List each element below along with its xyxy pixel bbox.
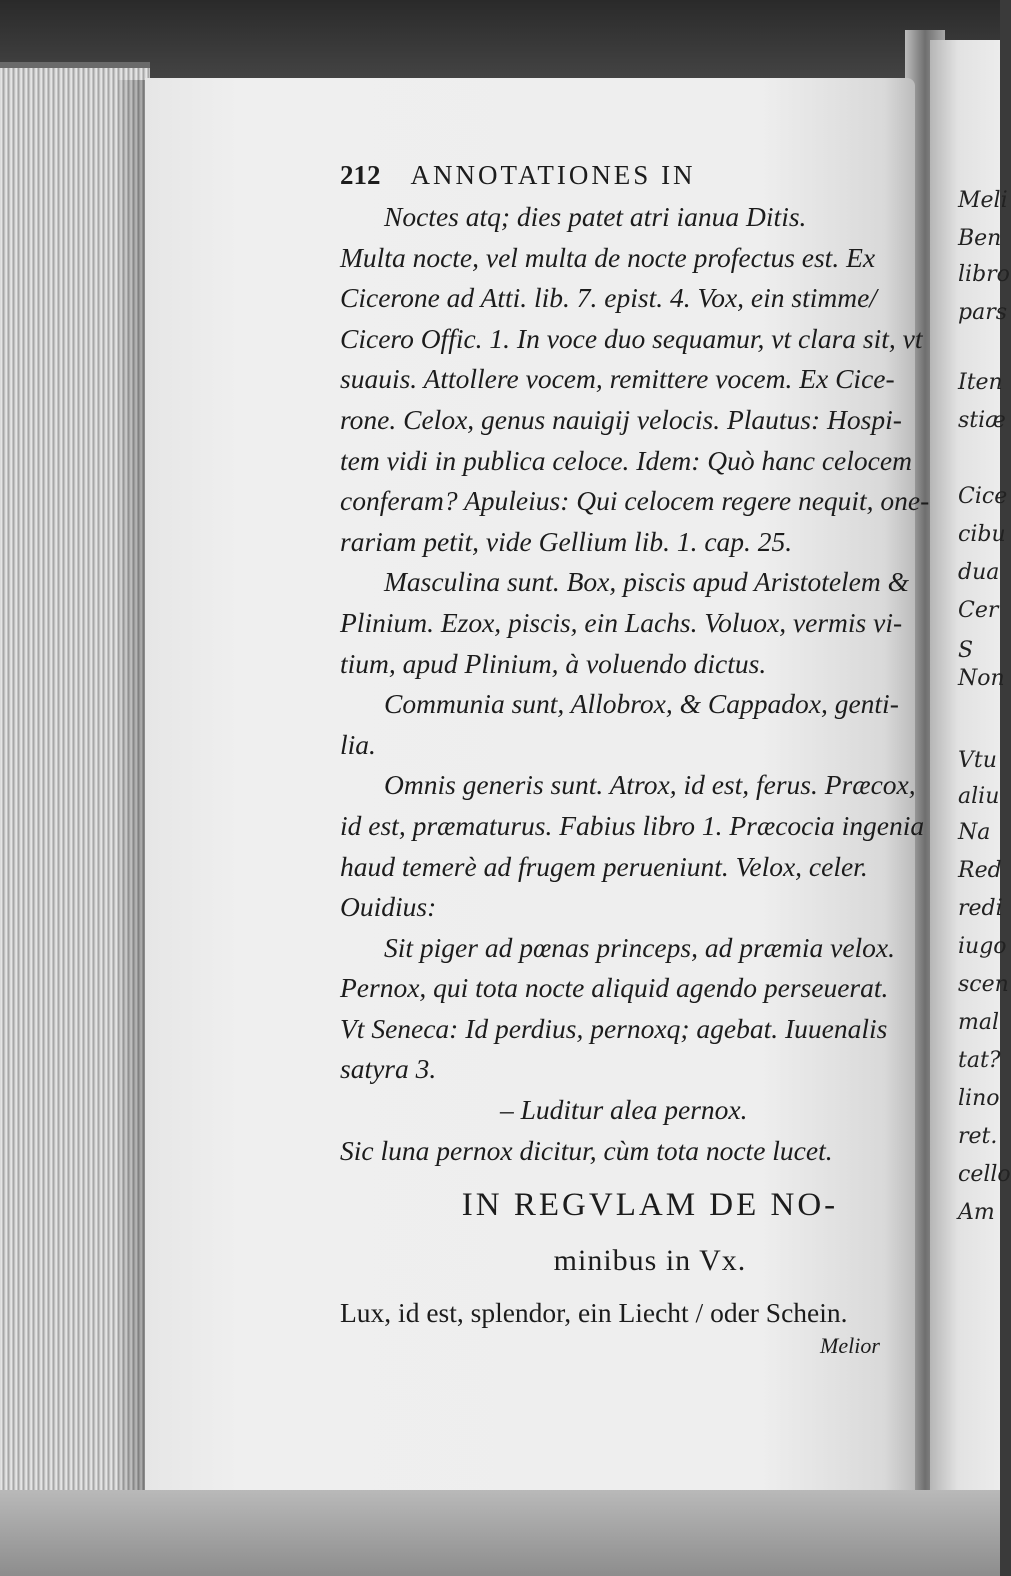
facing-fragment: Non [958, 666, 1005, 691]
section-heading-continued: minibus in Vx. [553, 1244, 747, 1278]
facing-fragment: cibu [958, 522, 1006, 547]
catchword: Melior [820, 1332, 880, 1358]
verse-line: – Luditur alea pernox. [500, 1094, 748, 1126]
facing-fragment: cello [958, 1162, 1011, 1187]
facing-fragment: Meli [958, 188, 1008, 213]
facing-fragment: redi [958, 896, 1003, 921]
facing-fragment: Ben [958, 226, 1002, 251]
text-line: id est, præmaturus. Fabius libro 1. Præcocia ingenia [340, 809, 925, 841]
text-line: rariam petit, vide Gellium lib. 1. cap. 25. [340, 525, 793, 557]
facing-fragment: libro [958, 262, 1010, 287]
facing-fragment: S [958, 638, 974, 663]
facing-fragment: ret. [958, 1124, 998, 1149]
text-line: Lux, id est, splendor, ein Liecht / oder Schein. [340, 1297, 848, 1329]
facing-fragment: iugo [958, 934, 1007, 959]
text-line: Pernox, qui tota nocte aliquid agendo perseuerat. [340, 972, 889, 1004]
dark-background [0, 0, 1000, 80]
text-line: lia. [340, 728, 376, 760]
text-line: Masculina sunt. Box, piscis apud Aristotelem & [384, 566, 910, 598]
text-line: suauis. Attollere vocem, remittere vocem. Ex Cice- [340, 363, 895, 395]
facing-fragment: scen [958, 972, 1009, 997]
text-line: Sic luna pernox dicitur, cùm tota nocte lucet. [340, 1134, 833, 1166]
running-head [340, 160, 920, 191]
facing-fragment: Iten [958, 370, 1003, 395]
verse-line: Sit piger ad pœnas princeps, ad præmia velox. [384, 931, 896, 963]
book-bottom-edge [0, 1490, 1000, 1576]
facing-fragment: Cice [958, 484, 1008, 509]
facing-fragment: dua [958, 560, 1000, 585]
facing-fragment: Na [958, 820, 991, 845]
text-line: tem vidi in publica celoce. Idem: Quò hanc celocem [340, 444, 912, 476]
facing-fragment: mal [958, 1010, 1000, 1035]
facing-fragment: Cer [958, 598, 999, 623]
text-block [340, 160, 930, 1358]
facing-fragment: pars [958, 300, 1008, 325]
text-line: Omnis generis sunt. Atrox, id est, ferus. Præcox, [384, 769, 916, 801]
text-line: tium, apud Plinium, à voluendo dictus. [340, 647, 767, 679]
facing-fragment: Am [958, 1200, 995, 1225]
text-line: Plinium. Ezox, piscis, ein Lachs. Voluox, vermis vi- [340, 606, 903, 638]
text-line: Cicero Offic. 1. In voce duo sequamur, vt clara sit, vt [340, 322, 923, 354]
text-line: Multa nocte, vel multa de nocte profectus est. Ex [340, 241, 876, 273]
text-line: Noctes atq; dies patet atri ianua Ditis. [384, 201, 807, 232]
facing-fragment: aliu [958, 784, 1000, 809]
text-line: rone. Celox, genus nauigij velocis. Plautus: Hospi- [340, 403, 902, 435]
text-line: Cicerone ad Atti. lib. 7. epist. 4. Vox, ein stimme/ [340, 282, 877, 314]
text-line: conferam? Apuleius: Qui celocem regere nequit, one- [340, 485, 930, 517]
page-number: 212 [340, 160, 381, 190]
section-heading: IN REGVLAM DE NO- [461, 1187, 839, 1224]
running-title: ANNOTATIONES IN [410, 160, 696, 190]
text-line: Vt Seneca: Id perdius, pernoxq; agebat. Iuuenalis [340, 1012, 888, 1044]
facing-fragment: Vtu [958, 748, 997, 773]
text-line: satyra 3. [340, 1053, 437, 1085]
facing-fragment: stiæ [958, 408, 1006, 433]
facing-fragment: lino [958, 1086, 1000, 1111]
text-line: Communia sunt, Allobrox, & Cappadox, genti- [384, 688, 899, 720]
facing-fragment: Red [958, 858, 1002, 883]
text-line: Ouidius: [340, 891, 437, 923]
text-line: haud temerè ad frugem perueniunt. Velox, celer. [340, 850, 868, 882]
facing-fragment: tat? [958, 1048, 1001, 1073]
facing-page [930, 40, 1011, 1510]
